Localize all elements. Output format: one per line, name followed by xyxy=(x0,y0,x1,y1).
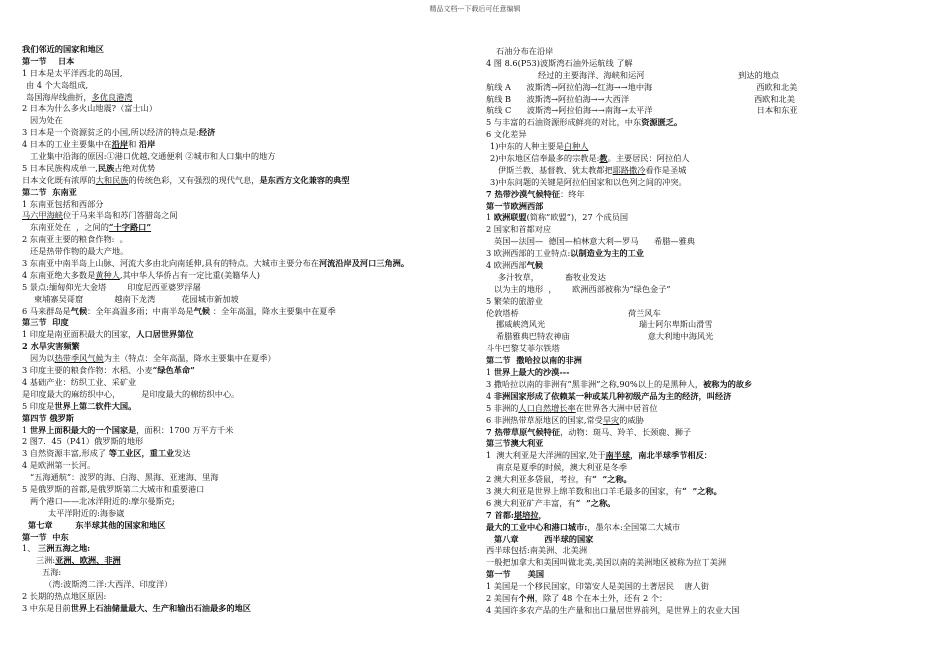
text-segment: 以为主的地形 ， 欧洲西部被称为“绿色金子” xyxy=(494,283,671,294)
text-segment: 人口居世界第位 xyxy=(136,329,194,340)
text-segment: 最大的工业中心和港口城市: xyxy=(486,521,588,532)
text-segment: 4 基础产业：纺织工业、采矿业 xyxy=(22,376,137,387)
text-segment: 被称为的故乡 xyxy=(703,378,753,389)
right-text-line xyxy=(486,379,936,391)
right-text-line xyxy=(486,177,936,189)
right-text-line xyxy=(486,498,936,510)
right-text-line xyxy=(486,82,936,94)
text-segment: 第三节澳大利亚 xyxy=(486,438,544,449)
left-text-line xyxy=(22,294,467,306)
left-text-line xyxy=(22,115,467,127)
text-segment: 5 印度是 xyxy=(22,400,55,411)
text-segment: 西半球包括:南美洲、北美洲 xyxy=(486,545,588,556)
text-segment: 3 日本是一个资源贫乏的小国,所以经济的特点是: xyxy=(22,127,199,138)
right-text-line xyxy=(486,296,936,308)
right-text-line xyxy=(486,105,936,117)
left-text-line xyxy=(22,80,467,92)
text-segment: 2 xyxy=(22,341,31,352)
text-segment: 5 景点:缅甸仰光大金塔 印度尼西亚婆罗浮屠 xyxy=(22,281,201,292)
text-segment: 2 美国有 xyxy=(486,592,519,603)
right-text-line xyxy=(486,94,936,106)
text-segment: 水旱灾害频繁 xyxy=(30,341,80,352)
text-segment: 1 美国是一个移民国家，印第安人是美国的土著居民 唐人街 xyxy=(486,581,709,592)
text-segment: 太平洋附近的:海参崴 xyxy=(48,507,125,518)
text-segment: 7 首都: xyxy=(486,509,514,520)
text-segment: 以制造业为主的工业 xyxy=(570,248,644,259)
text-segment: 民族 xyxy=(97,162,115,173)
left-text-line xyxy=(22,389,467,401)
right-text-line xyxy=(486,189,936,201)
text-segment: 6 文化差异 xyxy=(486,129,527,140)
text-segment: 日本文化既有浓厚的 xyxy=(22,174,96,185)
text-segment: 第四节 俄罗斯 xyxy=(22,412,74,423)
text-segment: 是东西方文化兼容的典型 xyxy=(259,174,350,185)
left-text-line xyxy=(22,484,467,496)
text-segment: 一般把加拿大和美国叫做北美,美国以南的美洲地区被称为拉丁美洲 xyxy=(486,557,727,568)
left-text-line xyxy=(22,329,467,341)
text-segment: 多汁牧草， 畜牧业发达 xyxy=(498,271,606,282)
right-text-line xyxy=(486,403,936,415)
right-text-line xyxy=(486,427,936,439)
text-segment: ，墨尔本:全国第二大城市 xyxy=(587,521,681,532)
text-segment: 1 东南亚包括和西部分 xyxy=(22,198,104,209)
text-segment: 在世界各大洲中居首位 xyxy=(575,402,658,413)
right-text-line xyxy=(486,569,936,581)
left-text-line xyxy=(22,246,467,258)
text-segment: 2 日本为什么多火山地震?（富士山） xyxy=(22,103,158,114)
right-text-line xyxy=(486,201,936,213)
right-column xyxy=(486,46,936,617)
right-text-line xyxy=(486,581,936,593)
left-text-line xyxy=(22,68,467,80)
text-segment: 是印度最大的麻纺织中心， 是印度最大的棉纺织中心。 xyxy=(22,388,240,399)
left-text-line xyxy=(22,353,467,365)
left-text-line xyxy=(22,543,467,555)
left-text-line xyxy=(22,163,467,175)
text-segment: 6 非洲热带草原地区的国家,常受 xyxy=(486,414,603,425)
text-segment: 旱灾 xyxy=(602,414,620,425)
text-segment: ,其中华人华侨占有一定比重(美籍华人) xyxy=(119,269,260,280)
right-text-line xyxy=(486,510,936,522)
text-segment: 航线 C 波斯湾→阿拉伯海→→南海→太平洋 日本和东亚 xyxy=(486,105,798,116)
left-text-line xyxy=(22,532,467,544)
text-segment: 两个港口——北冰洋附近的:摩尔曼斯克; xyxy=(30,495,175,506)
text-segment: 4 欧洲西部 xyxy=(486,260,527,271)
text-segment: 资源匮乏。 xyxy=(641,117,683,128)
right-text-line xyxy=(486,284,936,296)
text-segment: 2)中东地区信奉最多的宗教是: xyxy=(490,153,600,164)
text-segment: 5 日本民族构成单一, xyxy=(22,162,98,173)
text-segment: 2 长期的热点地区原因: xyxy=(22,590,107,601)
text-segment: 第二节 东南亚 xyxy=(22,186,77,197)
text-segment: 气候 xyxy=(526,260,543,271)
text-segment: 3 中东是目前 xyxy=(22,602,71,613)
text-segment: 1 xyxy=(486,212,494,223)
text-segment: （湾:波斯湾二洋:大西洋、印度洋） xyxy=(44,579,173,590)
right-text-line xyxy=(486,70,936,82)
right-text-line xyxy=(486,343,936,355)
right-text-line xyxy=(486,545,936,557)
left-text-line xyxy=(22,199,467,211)
right-text-line xyxy=(486,593,936,605)
left-text-line xyxy=(22,270,467,282)
right-text-line xyxy=(486,129,936,141)
right-text-line xyxy=(486,450,936,462)
text-segment: 3 自然资源丰富,形成了 xyxy=(22,448,109,459)
text-segment: 7 热带沙漠气候特征 xyxy=(486,188,561,199)
left-text-line xyxy=(22,187,467,199)
right-text-line xyxy=(486,141,936,153)
text-segment: 7 热带草原气候特征 xyxy=(486,426,561,437)
text-segment: 的威胁 xyxy=(619,414,644,425)
text-segment: 因为处在 xyxy=(30,115,63,126)
text-segment: 第一节欧洲西部 xyxy=(486,200,544,211)
left-text-line xyxy=(22,139,467,151)
text-segment: 等工业区，重工业 xyxy=(108,448,175,459)
text-segment: 岛国海岸线曲折， xyxy=(26,91,92,102)
text-segment: 耶路撒冷 xyxy=(612,164,646,175)
text-segment: 3 欧洲西部的工业特点: xyxy=(486,248,571,259)
right-text-line xyxy=(486,486,936,498)
text-segment: 亚洲、欧洲、非洲 xyxy=(55,555,121,566)
right-text-line xyxy=(486,260,936,272)
page-header: 精品文档---下载后可任意编辑 xyxy=(429,5,521,13)
text-segment: 占绝对优势 xyxy=(114,162,156,173)
text-segment: 伊斯兰教、基督教、犹太教都把 xyxy=(498,164,613,175)
right-text-line xyxy=(486,153,936,165)
text-segment: 1 澳大利亚是大洋洲的国家,处于 xyxy=(486,450,606,461)
text-segment: 6 马来群岛是 xyxy=(22,305,71,316)
right-text-line xyxy=(486,248,936,260)
text-segment: 个州 xyxy=(518,592,535,603)
left-text-line xyxy=(22,44,467,56)
text-segment: 挪威峡湾风光 瑞士阿尔卑斯山滑雪 xyxy=(496,319,713,330)
right-text-line xyxy=(486,236,936,248)
text-segment: 气候 xyxy=(70,305,88,316)
text-segment: 2 澳大利亚多袋鼠，考拉，有 xyxy=(486,474,593,485)
text-segment: 。主要居民：阿拉伯人 xyxy=(607,153,690,164)
text-segment: 黄种人 xyxy=(95,269,120,280)
right-text-line xyxy=(486,46,936,58)
text-segment: 2 图7．45（P41）俄罗斯的地形 xyxy=(22,436,144,447)
right-text-line xyxy=(486,438,936,450)
left-text-line xyxy=(22,103,467,115)
right-text-line xyxy=(486,605,936,617)
right-text-line xyxy=(486,462,936,474)
text-segment: 白种人 xyxy=(563,141,589,152)
text-segment: 人口自然增长率 xyxy=(518,402,576,413)
text-segment: 第一节 日本 xyxy=(22,55,75,66)
text-segment: 东南亚处在 ，之间的 xyxy=(30,222,109,233)
text-segment: 3 澳大利亚是世界上绵羊数和出口羊毛最多的国家，有 xyxy=(486,485,683,496)
text-segment: “十字路口” xyxy=(108,222,152,233)
text-segment: 南京是夏季的时候，澳大利亚是冬季 xyxy=(496,462,628,473)
text-segment: “五海通航”：波罗的海、白海、黑海、亚速海、里海 xyxy=(30,472,219,483)
text-segment: 工业集中沿海的原因:①港口优越,交通便利 ②城市和人口集中的地方 xyxy=(30,151,276,162)
left-text-line xyxy=(22,377,467,389)
left-text-line xyxy=(22,92,467,104)
text-segment: 位于马来半岛和苏门答腊岛之间 xyxy=(62,210,178,221)
left-text-line xyxy=(22,448,467,460)
text-segment: 堪培拉 xyxy=(513,509,539,520)
text-segment: 第三节 印度 xyxy=(22,317,69,328)
right-text-line xyxy=(486,474,936,486)
text-segment: 我们邻近的国家和地区 xyxy=(22,44,104,54)
left-text-line xyxy=(22,579,467,591)
text-segment: 3)中东问题的关键是阿拉伯国家和以色列之间的冲突。 xyxy=(490,176,687,187)
text-segment: 1 印度是南亚面积最大的国家， xyxy=(22,329,137,340)
left-text-line xyxy=(22,603,467,615)
text-segment: 马六甲海峡 xyxy=(22,210,63,221)
text-segment: 世界上最大的沙漠--- xyxy=(493,367,570,378)
left-text-line xyxy=(22,555,467,567)
right-text-line xyxy=(486,58,936,70)
text-segment: 经济 xyxy=(198,127,216,138)
left-text-line xyxy=(22,413,467,425)
text-segment: 4 图 8.6(P53)波斯湾石油外运航线 了解 xyxy=(486,57,633,68)
right-text-line xyxy=(486,117,936,129)
text-segment: 5 繁荣的旅游业 xyxy=(486,295,543,306)
left-text-line xyxy=(22,496,467,508)
text-segment: 南北半球季节相反： xyxy=(638,450,712,461)
text-segment: 沿岸 xyxy=(111,139,129,150)
text-segment: 3 东南亚中南半岛上山脉、河流大多由北向南延伸,具有的特点。大城市主要分布在 xyxy=(22,258,319,269)
right-text-line xyxy=(486,224,936,236)
left-text-line xyxy=(22,151,467,163)
text-segment: 还是热带作物的最大产地。 xyxy=(30,246,129,257)
text-segment: 第一节 中东 xyxy=(22,531,69,542)
left-text-line xyxy=(22,317,467,329)
text-segment: 4 xyxy=(486,390,494,401)
text-segment: “绿色革命” xyxy=(152,365,195,376)
text-segment: 世界上面积最大的一个国家是 xyxy=(29,424,137,435)
text-segment: ，动物：斑马、羚羊、长颈鹿、狮子 xyxy=(560,426,692,437)
text-segment: 第八章 西半球的国家 xyxy=(494,533,594,544)
text-segment: ，除了 48 个在本土外，还有 2 个： xyxy=(534,592,668,603)
text-segment: ：全年高温，降水主要集中在夏季 xyxy=(212,305,336,316)
right-text-line xyxy=(486,391,936,403)
right-text-line xyxy=(486,522,936,534)
text-segment: 世界上石油储量最大、生产和输出石油最多的地区 xyxy=(70,602,251,613)
left-text-line xyxy=(22,508,467,520)
left-text-line xyxy=(22,127,467,139)
text-segment: 4 日本的工业主要集中在 xyxy=(22,139,112,150)
text-segment: 看作是圣城 xyxy=(645,164,687,175)
text-segment: 和 xyxy=(128,139,139,150)
right-text-line xyxy=(486,534,936,546)
right-text-line xyxy=(486,367,936,379)
text-segment: 非洲国家形成了依赖某一种或某几种初级产品为主的经济，叫经济 xyxy=(493,390,732,401)
left-column xyxy=(22,44,467,615)
text-segment: 的传统色彩，又有强烈的现代气息， xyxy=(128,174,260,185)
text-segment: (简称”欧盟”)，27 个成员国 xyxy=(526,212,629,223)
text-segment: 第七章 东半球其他的国家和地区 xyxy=(28,519,166,530)
right-text-line xyxy=(486,415,936,427)
text-segment: 英国—法国— 德国—柏林意大利—罗马 希腊—雅典 xyxy=(494,236,695,247)
left-text-line xyxy=(22,591,467,603)
left-text-line xyxy=(22,401,467,413)
text-segment: 河流沿岸及河口三角洲。 xyxy=(318,258,410,269)
text-segment: 5 与丰富的石油资源形成鲜亮的对比，中东 xyxy=(486,117,642,128)
text-segment: 第二节 撒哈拉以南的非洲 xyxy=(486,355,582,366)
text-segment: 1、 xyxy=(22,543,38,554)
text-segment: 沿岸 xyxy=(138,139,156,150)
text-segment: 航线 A 波斯湾→阿拉伯海→红海→→地中海 西欧和北美 xyxy=(486,81,798,92)
text-segment: 第一节 美国 xyxy=(486,569,545,580)
text-segment: 发达 xyxy=(174,448,191,459)
text-segment: 3 印度主要的粮食作物：水稻、小麦 xyxy=(22,365,153,376)
text-segment: 2 国家和首都对应 xyxy=(486,224,552,235)
text-segment: 多优良港湾 xyxy=(91,91,133,102)
text-segment: 南半球 xyxy=(605,450,631,461)
right-text-line xyxy=(486,319,936,331)
text-segment: 三洲: xyxy=(36,555,56,566)
left-text-line xyxy=(22,341,467,353)
right-text-line xyxy=(486,165,936,177)
text-segment: “ ”之称。 xyxy=(682,485,722,496)
left-text-line xyxy=(22,425,467,437)
text-segment: 三洲五海之地: xyxy=(38,543,91,554)
text-segment: ， xyxy=(630,450,639,461)
text-segment: 教 xyxy=(599,153,608,164)
left-text-line xyxy=(22,282,467,294)
text-segment: 因为以 xyxy=(30,353,55,364)
text-segment: “ ”之称。 xyxy=(592,474,632,485)
right-text-line xyxy=(486,308,936,320)
text-segment: 4 是欧洲第一长河。 xyxy=(22,460,96,471)
left-text-line xyxy=(22,258,467,270)
text-segment: 经过的主要海洋、海峡和运河 到达的地点 xyxy=(486,69,780,80)
left-text-line xyxy=(22,567,467,579)
text-segment: 斗牛巴黎艾菲尔铁塔 xyxy=(486,343,560,354)
right-text-line xyxy=(486,212,936,224)
text-segment: 欧洲联盟 xyxy=(493,212,527,223)
text-segment: 1 xyxy=(22,424,30,435)
left-text-line xyxy=(22,210,467,222)
text-segment: ，面积：1700 万平方千米 xyxy=(136,424,234,435)
text-segment: 1)中东的人种主要是 xyxy=(490,141,564,152)
text-segment: 4 东南亚绝大多数是 xyxy=(22,269,96,280)
left-text-line xyxy=(22,234,467,246)
text-segment: ， xyxy=(538,509,547,520)
text-segment: 1 xyxy=(486,367,494,378)
left-text-line xyxy=(22,56,467,68)
text-segment: 热带季风气候 xyxy=(54,353,104,364)
left-text-line xyxy=(22,306,467,318)
text-segment: 希腊雅典巴特农神庙 意大利地中海风光 xyxy=(496,331,714,342)
left-text-line xyxy=(22,222,467,234)
right-text-line xyxy=(486,272,936,284)
text-segment: 为主（特点：全年高温，降水主要集中在夏季） xyxy=(103,353,276,364)
left-text-line xyxy=(22,472,467,484)
text-segment: 航线 B 波斯湾→阿拉伯海→→大西洋 西欧和北美 xyxy=(486,93,795,104)
text-segment: 由 4 个大岛组成, xyxy=(26,79,89,90)
text-segment: 柬埔寨吴哥窟 越南下龙湾 花园城市新加坡 xyxy=(34,293,239,304)
left-text-line xyxy=(22,460,467,472)
text-segment: 3 撒哈拉以南的非洲有“黑非洲”之称,90%以上的是黑种人， xyxy=(486,378,704,389)
left-text-line xyxy=(22,436,467,448)
text-segment: 6 澳大利亚矿产丰富，有 xyxy=(486,497,576,508)
text-segment: ：全年高温多雨；中南半岛是 xyxy=(87,305,194,316)
text-segment: 世界上第二软件大国。 xyxy=(54,400,137,411)
text-segment: 5 是俄罗斯的首都,是俄罗斯第二大城市和重要港口 xyxy=(22,483,205,494)
text-segment: 5 非洲的 xyxy=(486,402,519,413)
text-segment: 2 东南亚主要的粮食作物: 。 xyxy=(22,234,128,245)
text-segment: 石油分布在沿岸 xyxy=(496,46,554,56)
text-segment: 1 日本是太平洋西北的岛国, xyxy=(22,67,123,78)
text-segment: 五海: xyxy=(42,567,62,578)
text-segment: 伦敦塔桥 荷兰风车 xyxy=(486,307,661,318)
left-text-line xyxy=(22,365,467,377)
right-text-line xyxy=(486,355,936,367)
text-segment: ：终年 xyxy=(560,188,585,199)
left-text-line xyxy=(22,175,467,187)
text-segment: 4 美国许多农产品的生产量和出口量居世界前列，是世界上的农业大国 xyxy=(486,604,740,615)
right-text-line xyxy=(486,557,936,569)
right-text-line xyxy=(486,331,936,343)
text-segment: “ ”之称。 xyxy=(575,497,616,508)
text-segment: 气候 xyxy=(193,305,213,316)
text-segment: 大和民族 xyxy=(95,174,129,185)
left-text-line xyxy=(22,520,467,532)
